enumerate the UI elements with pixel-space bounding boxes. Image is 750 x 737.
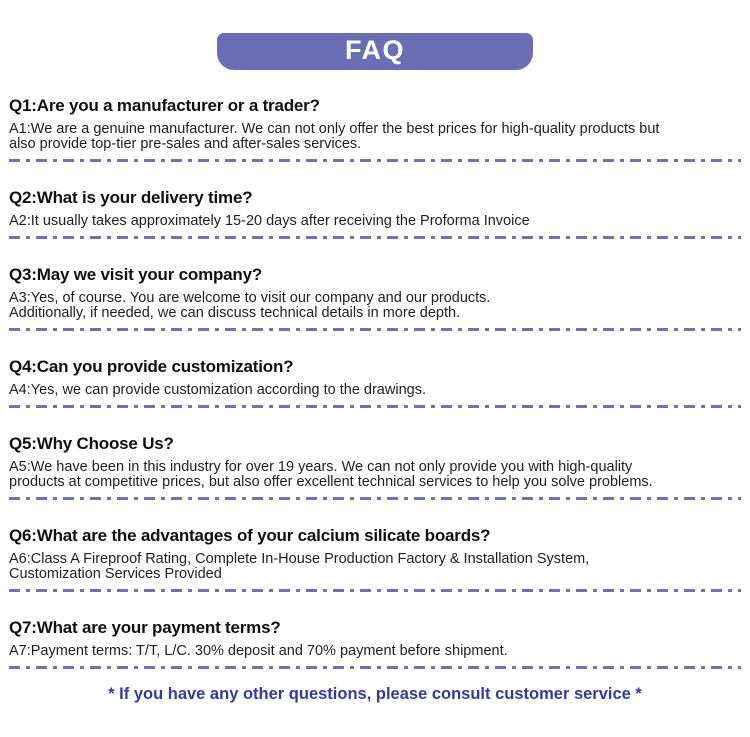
answer-line: A2:It usually takes approximately 15-20 days after receiving the Proforma Invoice	[9, 213, 530, 229]
dashed-separator	[9, 159, 741, 162]
answer-text	[9, 383, 741, 398]
faq-page	[0, 33, 750, 737]
answer-text	[9, 214, 741, 229]
answer-line: A1:We are a genuine manufacturer. We can not only offer the best prices for high-quality products but	[9, 121, 660, 137]
answer-text	[9, 644, 741, 659]
footer-note: * If you have any other questions, please consult customer service *	[108, 685, 642, 703]
answer-line: A4:Yes, we can provide customization according to the drawings.	[9, 382, 426, 398]
question-text: Q7:What are your payment terms?	[9, 618, 281, 637]
answer-text	[9, 460, 741, 490]
answer-line: Customization Services Provided	[9, 566, 222, 582]
faq-section	[9, 188, 741, 239]
faq-section	[9, 96, 741, 162]
faq-section	[9, 434, 741, 500]
answer-line: A5:We have been in this industry for over 19 years. We can not only provide you with high-quality	[9, 459, 633, 475]
faq-section	[9, 618, 741, 669]
dashed-separator	[9, 405, 741, 408]
dashed-separator	[9, 589, 741, 592]
dashed-separator	[9, 666, 741, 669]
answer-line: also provide top-tier pre-sales and after-sales services.	[9, 136, 362, 152]
question-text: Q3:May we visit your company?	[9, 265, 263, 284]
answer-text	[9, 291, 741, 321]
answer-text	[9, 552, 741, 582]
answer-line: A7:Payment terms: T/T, L/C. 30% deposit and 70% payment before shipment.	[9, 643, 508, 659]
answer-line: products at competitive prices, but also offer excellent technical services to help you solve problems.	[9, 474, 653, 490]
faq-section	[9, 526, 741, 592]
question-text: Q2:What is your delivery time?	[9, 188, 253, 207]
faq-section	[9, 265, 741, 331]
question-text: Q4:Can you provide customization?	[9, 357, 294, 376]
faq-section-list	[9, 96, 741, 669]
dashed-separator	[9, 497, 741, 500]
answer-line: Additionally, if needed, we can discuss technical details in more depth.	[9, 305, 461, 321]
faq-content	[0, 96, 750, 704]
dashed-separator	[9, 236, 741, 239]
dashed-separator	[9, 328, 741, 331]
page-title: FAQ	[344, 35, 405, 65]
faq-header-badge	[217, 33, 533, 70]
question-text: Q6:What are the advantages of your calcium silicate boards?	[9, 526, 491, 545]
answer-text	[9, 122, 741, 152]
question-text: Q1:Are you a manufacturer or a trader?	[9, 96, 320, 115]
answer-line: A6:Class A Fireproof Rating, Complete In-House Production Factory & Installation System,	[9, 551, 590, 567]
faq-section	[9, 357, 741, 408]
answer-line: A3:Yes, of course. You are welcome to visit our company and our products.	[9, 290, 491, 306]
question-text: Q5:Why Choose Us?	[9, 434, 174, 453]
